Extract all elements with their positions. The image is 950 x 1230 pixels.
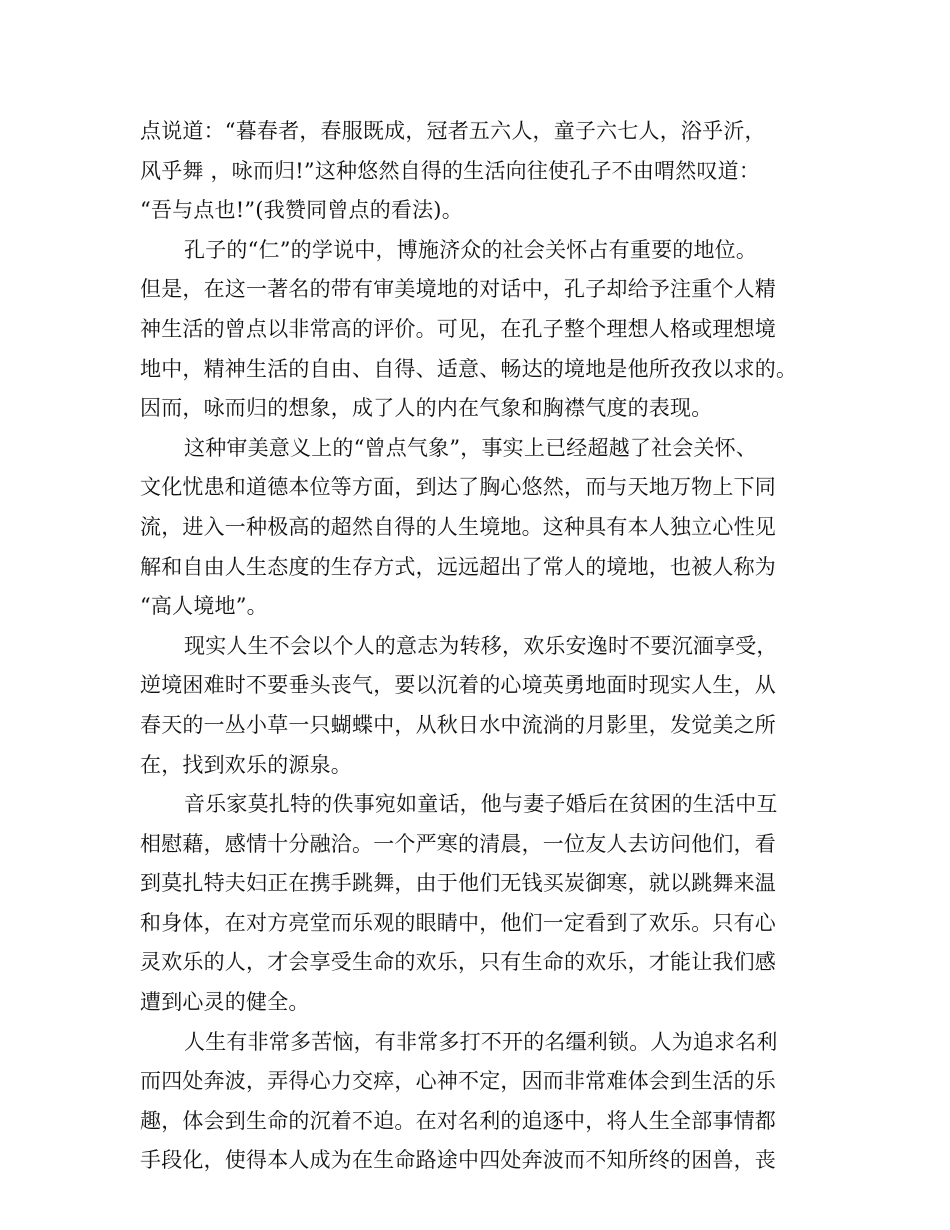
text-line: 神生活的曾点以非常高的评价。可见，在孔子整个理想人格或理想境: [140, 316, 776, 341]
paragraph-start-line: 这种审美意义上的“曾点气象”，事实上已经超越了社会关怀、: [184, 435, 758, 460]
text-line: 点说道：“暮春者，春服既成，冠者五六人，童子六七人，浴乎沂，: [140, 119, 766, 143]
text-line: 春天的一丛小草一只蝴蝶中，从秋日水中流淌的月影里，发觉美之所: [140, 712, 776, 737]
text-line: 到莫扎特夫妇正在携手跳舞，由于他们无钱买炭御寒，就以跳舞来温: [140, 871, 776, 896]
text-line: 因而，咏而归的想象，成了人的内在气象和胸襟气度的表现。: [140, 396, 713, 421]
text-line: 逆境困难时不要垂头丧气，要以沉着的心境英勇地面时现实人生，从: [140, 673, 776, 698]
text-line: “高人境地”。: [140, 594, 268, 619]
text-line: 和身体，在对方亮堂而乐观的眼睛中，他们一定看到了欢乐。只有心: [140, 910, 776, 935]
text-line: 文化忧患和道德本位等方面，到达了胸心悠然，而与天地万物上下同: [140, 475, 776, 500]
text-line: 在，找到欢乐的源泉。: [140, 752, 352, 777]
paragraph-start-line: 现实人生不会以个人的意志为转移，欢乐安逸时不要沉湎享受，: [184, 633, 778, 658]
text-line: 但是，在这一著名的带有审美境地的对话中，孔子却给予注重个人精: [140, 277, 776, 302]
text-line: 相慰藉，感情十分融洽。一个严寒的清晨，一位友人去访问他们，看: [140, 831, 776, 856]
text-line: 解和自由人生态度的生存方式，远远超出了常人的境地，也被人称为: [140, 554, 776, 579]
text-line: 趣，体会到生命的沉着不迫。在对名利的追逐中，将人生全部事情都: [140, 1108, 776, 1133]
text-line: 流，进入一种极高的超然自得的人生境地。这种具有本人独立心性见: [140, 514, 776, 539]
body-text: [140, 112, 820, 1181]
paragraph-start-line: 孔子的“仁”的学说中，博施济众的社会关怀占有重要的地位。: [184, 237, 758, 262]
text-line: 遭到心灵的健全。: [140, 990, 310, 1015]
text-line: 灵欢乐的人，才会享受生命的欢乐，只有生命的欢乐，才能让我们感: [140, 950, 776, 975]
text-line: 手段化，使得本人成为在生命路途中四处奔波而不知所终的困兽，丧: [140, 1148, 776, 1173]
text-line: 地中，精神生活的自由、自得、适意、畅达的境地是他所孜孜以求的。: [140, 356, 798, 381]
text-line: “吾与点也!”(我赞同曾点的看法)。: [140, 198, 463, 223]
text-line: 而四处奔波，弄得心力交瘁，心神不定，因而非常难体会到生活的乐: [140, 1069, 776, 1094]
text-line: 风乎舞 ，咏而归!”这种悠然自得的生活向往使孔子不由喟然叹道：: [140, 158, 761, 183]
paragraph-start-line: 人生有非常多苦恼，有非常多打不开的名缰利锁。人为追求名利: [184, 1029, 778, 1054]
paragraph-start-line: 音乐家莫扎特的佚事宛如童话，他与妻子婚后在贫困的生活中互: [184, 792, 778, 817]
